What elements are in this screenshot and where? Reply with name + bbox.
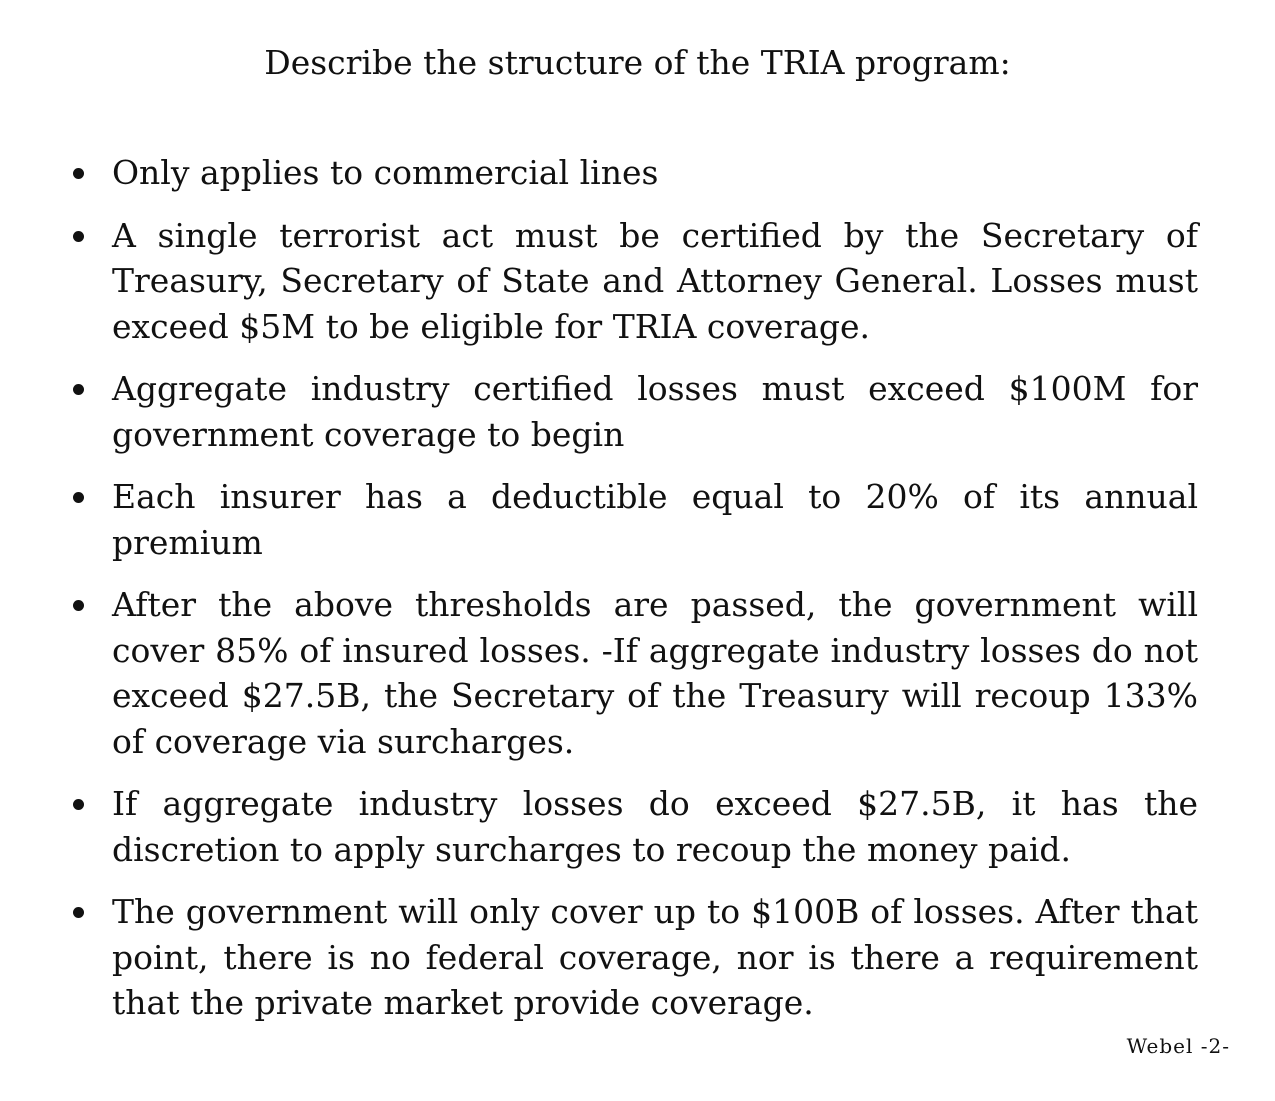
bullet-icon [73, 168, 84, 179]
bullet-icon [73, 600, 84, 611]
list-item [70, 889, 1198, 1026]
bullet-list [70, 150, 1198, 1043]
page-title: Describe the structure of the TRIA program: [264, 43, 1011, 82]
bullet-icon [73, 492, 84, 503]
list-item-text: After the above thresholds are passed, the government will cover 85% of insured losses. -If aggregate industry losses do not exceed $27.5B, the Secretary of the Treasury will recoup 133% of coverage via surcharges. [112, 585, 1198, 761]
list-item-text: The government will only cover up to $100B of losses. After that point, there is no federal coverage, nor is there a requirement that the private market provide coverage. [112, 892, 1198, 1022]
list-item [70, 582, 1198, 764]
bullet-icon [73, 799, 84, 810]
list-item-text: A single terrorist act must be certified by the Secretary of Treasury, Secretary of State and Attorney General. Losses must exceed $5M to be eligible for TRIA coverage. [112, 215, 1198, 346]
list-item-text: Only applies to commercial lines [112, 153, 659, 192]
list-item [70, 366, 1198, 457]
bullet-icon [73, 907, 84, 918]
list-item [70, 213, 1198, 350]
list-item [70, 781, 1198, 872]
page-footer: Webel -2- [1126, 1034, 1230, 1058]
list-item-text: Aggregate industry certified losses must exceed $100M for government coverage to begin [112, 369, 1198, 454]
list-item-text: Each insurer has a deductible equal to 20% of its annual premium [112, 477, 1198, 562]
list-item [70, 474, 1198, 565]
list-item [70, 150, 1198, 196]
bullet-icon [73, 231, 84, 242]
bullet-icon [73, 384, 84, 395]
list-item-text: If aggregate industry losses do exceed $27.5B, it has the discretion to apply surcharges to recoup the money paid. [112, 784, 1198, 869]
